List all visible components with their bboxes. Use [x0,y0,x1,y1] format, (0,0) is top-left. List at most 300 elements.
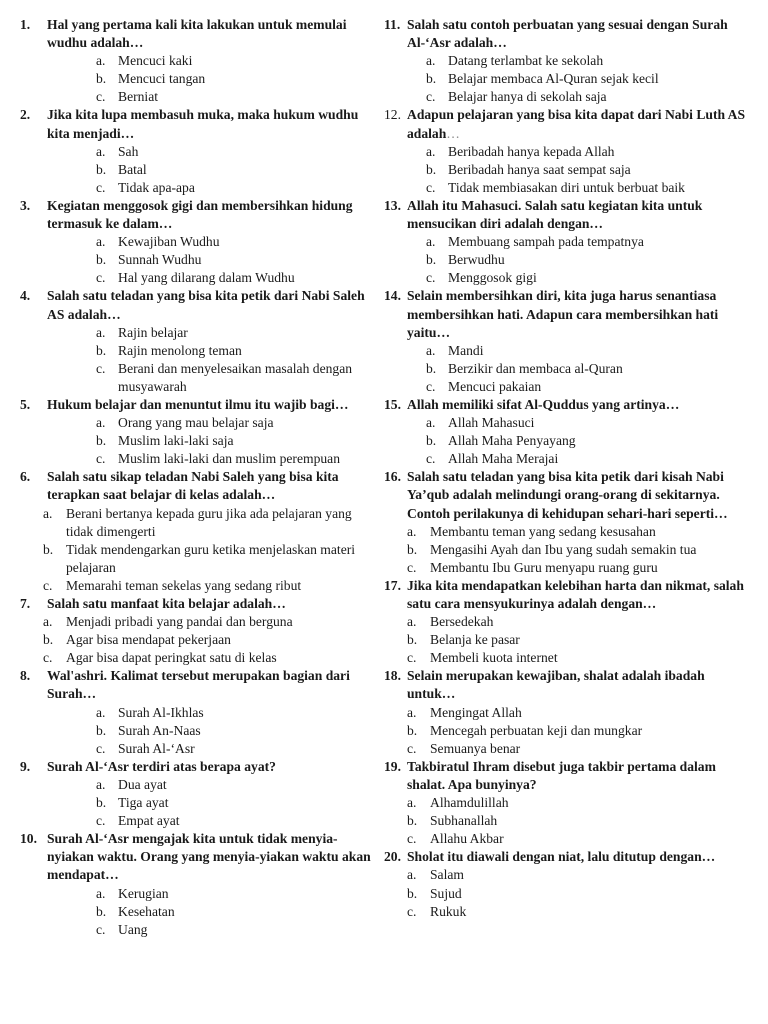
left-question-column [20,16,382,939]
option-letter: c. [426,451,436,467]
question-text [47,287,382,323]
answer-options [20,505,382,595]
answer-options [20,704,382,758]
option-letter: c. [407,831,417,847]
option-text: Beribadah hanya kepada Allah [448,143,615,159]
answer-option [20,251,382,269]
option-text: Muslim laki-laki saja [118,433,234,449]
option-letter: b. [96,71,107,87]
option-text: Tidak membiasakan diri untuk berbuat baik [448,179,685,195]
option-text: Membantu teman yang sedang kesusahan [430,523,656,539]
answer-option [384,812,750,830]
option-letter: c. [426,270,436,286]
question-number: 20. [384,849,401,865]
question-main-text: Surah Al-‘Asr terdiri atas berapa ayat? [47,758,276,774]
option-letter: b. [96,903,107,919]
question-main-text: Surah Al-‘Asr mengajak kita untuk tidak menyia-nyiakan waktu. Orang yang menyia-yiakan waktu akan mendapat… [47,831,371,883]
question-heading [384,848,750,866]
option-text: Mencegah perbuatan keji dan mungkar [430,722,643,738]
answer-option [20,541,382,577]
question-number: 13. [384,197,401,213]
answer-option [384,885,750,903]
option-letter: a. [407,867,417,883]
option-letter: c. [96,89,106,105]
answer-option [20,342,382,360]
answer-option [20,631,382,649]
option-letter: a. [96,704,106,720]
option-text: Salam [430,867,464,883]
answer-option [20,161,382,179]
option-letter: a. [43,505,53,521]
question-block [20,468,382,595]
option-text: Mencuci pakaian [448,378,542,394]
option-text: Memarahi teman sekelas yang sedang ribut [66,577,302,593]
question-block [384,197,750,287]
answer-options [20,52,382,106]
question-heading [20,197,382,233]
answer-options [20,776,382,830]
option-text: Belajar membaca Al-Quran sejak kecil [448,71,659,87]
answer-option [20,269,382,287]
option-text: Mencuci kaki [118,53,193,69]
question-number: 1. [20,17,31,32]
option-letter: c. [96,451,106,467]
question-block [384,667,750,757]
option-text: Membuang sampah pada tempatnya [448,234,644,250]
question-heading [384,287,750,341]
question-number: 12. [384,107,401,123]
option-letter: b. [426,252,437,268]
option-text: Berani dan menyelesaikan masalah dengan musyawarah [118,360,353,394]
answer-option [384,830,750,848]
option-text: Subhanallah [430,813,498,829]
question-text [407,577,750,613]
question-main-text: Salah satu contoh perbuatan yang sesuai dengan Surah Al-‘Asr adalah… [407,17,728,51]
question-text [47,667,382,703]
option-letter: c. [96,740,106,756]
question-text [407,197,750,233]
option-text: Kesehatan [118,903,175,919]
question-block [384,758,750,848]
question-text [47,396,382,414]
question-main-text: Selain membersihkan diri, kita juga harus senantiasa membersihkan hati. Adapun cara membersihkan hati yaitu… [407,288,719,340]
answer-option [20,921,382,939]
question-ellipsis: … [446,125,460,141]
question-heading [20,667,382,703]
option-letter: b. [407,722,418,738]
option-letter: a. [426,415,436,431]
option-text: Kerugian [118,885,169,901]
question-text [407,396,750,414]
answer-option [384,414,750,432]
option-text: Dua ayat [118,776,167,792]
option-text: Mandi [448,342,484,358]
question-number: 9. [20,758,31,774]
answer-options [384,233,750,287]
option-text: Allahu Akbar [430,831,504,847]
option-letter: b. [407,541,418,557]
option-text: Berzikir dan membaca al-Quran [448,360,623,376]
answer-option [20,88,382,106]
question-heading [384,577,750,613]
option-letter: c. [407,650,417,666]
question-heading [384,667,750,703]
question-number: 19. [384,758,401,774]
option-letter: a. [43,614,53,630]
option-letter: a. [426,234,436,250]
option-letter: b. [407,813,418,829]
answer-option [20,143,382,161]
question-number: 16. [384,469,401,485]
option-letter: a. [96,885,106,901]
option-letter: c. [96,179,106,195]
option-text: Tiga ayat [118,795,169,811]
question-main-text: Hal yang pertama kali kita lakukan untuk memulai wudhu adalah… [47,17,347,51]
question-number: 7. [20,596,31,611]
option-letter: b. [426,433,437,449]
option-text: Belanja ke pasar [430,632,520,648]
option-text: Menggosok gigi [448,270,537,286]
answer-option [20,52,382,70]
option-letter: a. [407,795,417,811]
answer-option [20,885,382,903]
answer-option [384,903,750,921]
question-heading [20,287,382,323]
question-number: 10. [20,831,37,847]
question-heading [384,396,750,414]
right-question-column [384,16,750,921]
option-letter: b. [96,795,107,811]
option-letter: a. [407,614,417,630]
answer-options [20,143,382,197]
question-main-text: Adapun pelajaran yang bisa kita dapat dari Nabi Luth AS adalah [407,107,746,141]
answer-option [384,70,750,88]
question-text [47,197,382,233]
question-block [20,287,382,396]
answer-options [384,704,750,758]
question-heading [20,758,382,776]
answer-options [20,324,382,396]
question-block [20,106,382,196]
answer-option [384,251,750,269]
option-letter: c. [96,270,106,286]
option-text: Berniat [118,89,159,105]
option-letter: b. [426,71,437,87]
option-text: Belajar hanya di sekolah saja [448,89,607,105]
answer-options [20,613,382,667]
option-text: Sunnah Wudhu [118,252,202,268]
option-letter: c. [426,89,436,105]
answer-option [384,432,750,450]
option-text: Surah An-Naas [118,722,201,738]
answer-options [384,613,750,667]
question-number: 6. [20,469,31,485]
option-text: Datang terlambat ke sekolah [448,53,604,69]
option-text: Menjadi pribadi yang pandai dan berguna [66,614,293,630]
question-text [407,468,750,522]
option-letter: c. [43,577,53,593]
option-text: Allah Mahasuci [448,415,535,431]
option-text: Allah Maha Merajai [448,451,559,467]
question-heading [20,396,382,414]
option-text: Beribadah hanya saat sempat saja [448,161,631,177]
option-letter: b. [43,632,54,648]
option-letter: b. [426,360,437,376]
option-letter: a. [426,342,436,358]
question-text [47,16,382,52]
option-letter: c. [96,360,106,376]
question-text [47,758,382,776]
question-block [384,468,750,577]
option-letter: c. [407,559,417,575]
answer-option [20,704,382,722]
question-block [384,396,750,468]
question-text [47,106,382,142]
option-text: Surah Al-Ikhlas [118,704,204,720]
option-text: Surah Al-‘Asr [118,740,195,756]
question-main-text: Jika kita mendapatkan kelebihan harta dan nikmat, salah satu cara mensyukurinya adalah dengan… [407,577,744,611]
question-heading [384,468,750,522]
option-text: Rajin belajar [118,324,188,340]
question-block [20,667,382,757]
question-number: 14. [384,288,401,304]
answer-option [384,541,750,559]
question-block [20,595,382,667]
question-text [407,16,750,52]
question-text [47,595,382,613]
option-text: Allah Maha Penyayang [448,433,576,449]
option-letter: a. [407,704,417,720]
question-main-text: Kegiatan menggosok gigi dan membersihkan hidung termasuk ke dalam… [47,197,353,232]
question-number: 2. [20,107,31,123]
answer-option [384,794,750,812]
answer-option [384,88,750,106]
answer-option [20,179,382,197]
option-letter: c. [426,179,436,195]
question-main-text: Sholat itu diawali dengan niat, lalu ditutup dengan… [407,849,716,865]
question-number: 17. [384,577,401,593]
answer-options [20,885,382,939]
question-number: 3. [20,197,31,213]
answer-options [384,523,750,577]
option-letter: b. [407,885,418,901]
question-main-text: Salah satu sikap teladan Nabi Saleh yang bisa kita terapkan saat belajar di kelas adalah… [47,469,339,503]
option-text: Hal yang dilarang dalam Wudhu [118,270,295,286]
answer-option [20,649,382,667]
option-letter: a. [96,143,106,159]
option-text: Bersedekah [430,614,494,630]
question-heading [20,468,382,504]
answer-options [20,233,382,287]
answer-options [384,52,750,106]
option-text: Orang yang mau belajar saja [118,415,274,431]
option-letter: a. [96,234,106,250]
question-heading [20,830,382,884]
answer-option [20,432,382,450]
question-block [20,830,382,939]
option-text: Berani bertanya kepada guru jika ada pelajaran yang tidak dimengerti [66,505,352,539]
question-main-text: Takbiratul Ihram disebut juga takbir pertama dalam shalat. Apa bunyinya? [407,758,716,792]
question-main-text: Hukum belajar dan menuntut ilmu itu wajib bagi… [47,396,349,412]
option-text: Empat ayat [118,813,180,829]
option-letter: a. [96,324,106,340]
option-text: Semuanya benar [430,740,521,756]
option-letter: a. [407,523,417,539]
question-block [384,577,750,667]
answer-option [384,704,750,722]
answer-option [384,161,750,179]
answer-option [384,143,750,161]
option-letter: b. [426,161,437,177]
option-text: Mengasihi Ayah dan Ibu yang sudah semakin tua [430,541,697,557]
question-main-text: Salah satu manfaat kita belajar adalah… [47,596,286,611]
question-block [384,287,750,396]
answer-option [384,360,750,378]
option-text: Kewajiban Wudhu [118,234,220,250]
option-letter: a. [96,415,106,431]
question-heading [384,197,750,233]
option-letter: c. [407,740,417,756]
answer-option [384,740,750,758]
answer-option [20,414,382,432]
answer-option [384,649,750,667]
option-text: Sah [118,143,139,159]
option-letter: c. [43,650,53,666]
answer-options [384,342,750,396]
answer-option [384,233,750,251]
question-heading [20,16,382,52]
question-text [407,287,750,341]
question-block [20,16,382,106]
answer-option [20,903,382,921]
question-main-text: Jika kita lupa membasuh muka, maka hukum wudhu kita menjadi… [47,107,359,141]
answer-option [384,722,750,740]
option-letter: b. [407,632,418,648]
question-heading [20,106,382,142]
question-heading [384,16,750,52]
option-text: Mencuci tangan [118,71,206,87]
question-number: 4. [20,288,31,304]
option-text: Muslim laki-laki dan muslim perempuan [118,451,340,467]
question-heading [384,106,750,142]
answer-option [20,577,382,595]
question-main-text: Salah satu teladan yang bisa kita petik dari Nabi Saleh AS adalah… [47,288,365,322]
answer-option [384,52,750,70]
question-block [20,197,382,287]
option-text: Berwudhu [448,252,505,268]
answer-option [20,776,382,794]
answer-option [384,559,750,577]
answer-option [20,613,382,631]
answer-option [20,360,382,396]
question-block [20,758,382,830]
option-letter: c. [407,903,417,919]
option-text: Rukuk [430,903,467,919]
answer-option [20,324,382,342]
option-text: Sujud [430,885,462,901]
option-letter: b. [96,722,107,738]
question-main-text: Allah itu Mahasuci. Salah satu kegiatan kita untuk mensucikan diri adalah dengan… [407,197,703,232]
answer-option [20,722,382,740]
option-text: Agar bisa mendapat pekerjaan [66,632,231,648]
question-heading [20,595,382,613]
answer-option [384,450,750,468]
answer-option [20,70,382,88]
answer-options [384,143,750,197]
option-letter: c. [96,813,106,829]
answer-option [20,740,382,758]
question-number: 11. [384,17,401,32]
question-main-text: Selain merupakan kewajiban, shalat adalah ibadah untuk… [407,668,705,702]
answer-option [20,794,382,812]
answer-option [20,505,382,541]
answer-option [20,450,382,468]
answer-option [384,866,750,884]
option-text: Agar bisa dapat peringkat satu di kelas [66,650,277,666]
option-letter: c. [426,378,436,394]
answer-options [384,414,750,468]
answer-option [384,631,750,649]
question-main-text: Wal'ashri. Kalimat tersebut merupakan bagian dari Surah… [47,668,350,702]
answer-option [384,342,750,360]
answer-option [384,613,750,631]
option-text: Uang [118,921,148,937]
answer-option [384,179,750,197]
option-text: Mengingat Allah [430,704,522,720]
question-number: 18. [384,668,401,684]
option-letter: b. [96,342,107,358]
answer-options [384,866,750,920]
question-number: 8. [20,668,31,684]
question-block [384,16,750,106]
option-text: Tidak mendengarkan guru ketika menjelaskan materi pelajaran [66,541,356,575]
answer-option [384,523,750,541]
option-text: Membeli kuota internet [430,650,558,666]
option-text: Batal [118,161,147,177]
question-text [407,106,750,142]
option-letter: b. [96,161,107,177]
question-text [407,758,750,794]
option-letter: b. [43,541,54,557]
question-number: 15. [384,396,401,412]
question-main-text: Allah memiliki sifat Al-Quddus yang artinya… [407,396,680,412]
option-text: Tidak apa-apa [118,179,195,195]
question-block [20,396,382,468]
answer-option [384,269,750,287]
option-text: Membantu Ibu Guru menyapu ruang guru [430,559,658,575]
option-letter: a. [426,53,436,69]
question-text [407,848,750,866]
question-heading [384,758,750,794]
question-text [47,468,382,504]
answer-option [20,812,382,830]
answer-option [384,378,750,396]
answer-options [384,794,750,848]
option-letter: a. [426,143,436,159]
option-text: Rajin menolong teman [118,342,242,358]
option-letter: a. [96,776,106,792]
answer-options [20,414,382,468]
question-block [384,848,750,920]
question-block [384,106,750,196]
option-letter: b. [96,433,107,449]
option-letter: a. [96,53,106,69]
question-number: 5. [20,396,31,412]
option-letter: c. [96,921,106,937]
question-text [407,667,750,703]
option-text: Alhamdulillah [430,795,509,811]
question-text [47,830,382,884]
